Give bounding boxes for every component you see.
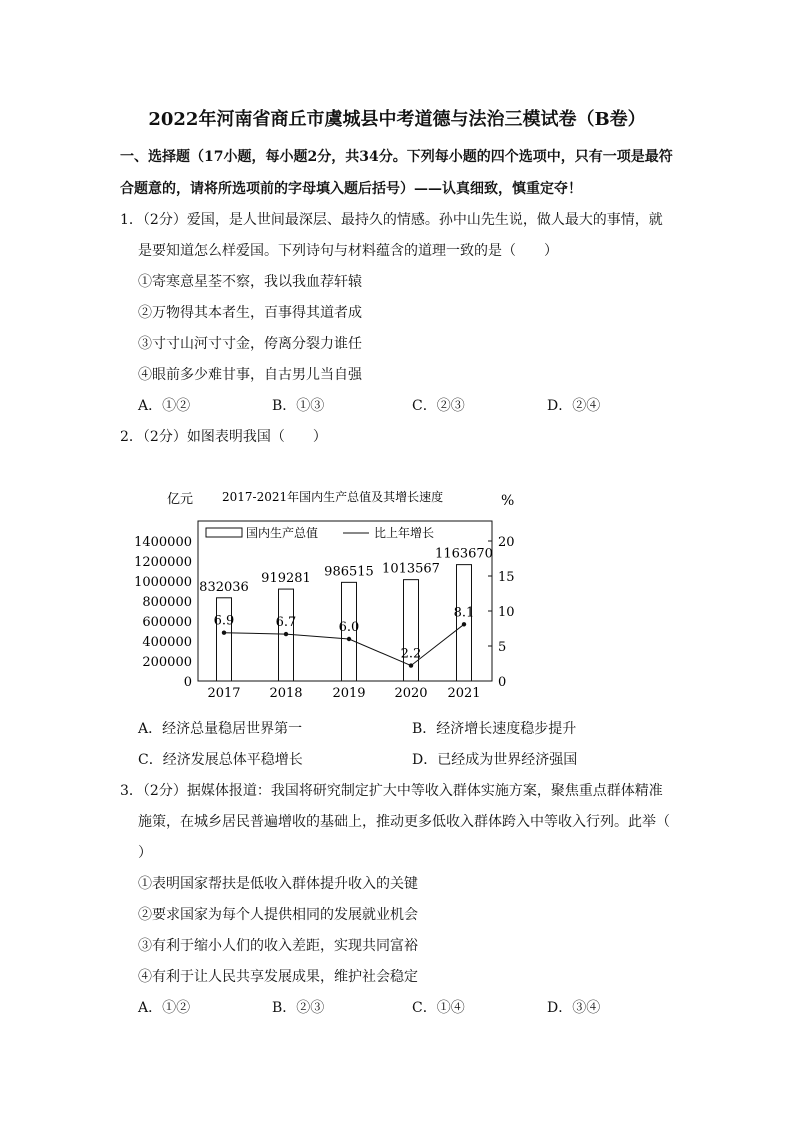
gdp-bar-label: 919281 (261, 571, 311, 587)
right-tick-label: 10 (498, 605, 515, 620)
q3-option-a[interactable]: A．①② (138, 1000, 191, 1016)
left-tick-label: 200000 (142, 655, 192, 670)
q3-statement-2: ②要求国家为每个人提供相同的发展就业机会 (138, 907, 418, 923)
left-tick-label: 800000 (142, 595, 192, 610)
x-tick-labels (207, 686, 480, 701)
legend-line-label: 比上年增长 (374, 526, 435, 540)
q3-option-c[interactable]: C．①④ (412, 1000, 465, 1016)
gdp-bar-label: 1013567 (382, 561, 440, 577)
right-tick-label: 15 (498, 570, 515, 585)
gdp-bar-label: 832036 (199, 579, 249, 595)
gdp-chart (120, 480, 540, 705)
chart-title: 2017-2021年国内生产总值及其增长速度 (222, 490, 444, 504)
q3-stem-line-1: 3．（2分）据媒体报道：我国将研究制定扩大中等收入群体实施方案，聚焦重点群体精准 (120, 783, 663, 799)
section-heading-line-2: 合题意的，请将所选项前的字母填入题后括号）——认真细致，慎重定夺！ (120, 181, 582, 197)
exam-title: 2022年河南省商丘市虞城县中考道德与法治三模试卷（B卷） (148, 109, 646, 130)
x-tick-label: 2017 (207, 686, 241, 701)
legend-bar-swatch (206, 528, 242, 537)
growth-label: 6.9 (213, 613, 235, 629)
q2-option-c[interactable]: C．经济发展总体平稳增长 (138, 752, 303, 768)
x-tick-label: 2021 (447, 686, 481, 701)
growth-point (462, 622, 466, 626)
q2-stem: 2．（2分）如图表明我国（ ） (120, 429, 327, 445)
q2-option-d[interactable]: D．已经成为世界经济强国 (412, 752, 578, 768)
q1-stem-line-1: 1．（2分）爱国，是人世间最深层、最持久的情感。孙中山先生说，做人最大的事情，就 (120, 212, 663, 228)
right-tick-label: 5 (498, 640, 507, 655)
legend-bar-label: 国内生产总值 (246, 526, 319, 540)
q1-statement-3: ③寸寸山河寸寸金，侉离分裂力谁任 (138, 336, 362, 352)
gdp-bar (217, 598, 232, 681)
q1-option-c[interactable]: C．②③ (412, 398, 465, 414)
q2-option-a[interactable]: A．经济总量稳居世界第一 (138, 721, 303, 737)
q1-option-d[interactable]: D．②④ (547, 398, 601, 414)
q3-statement-1: ①表明国家帮扶是低收入群体提升收入的关键 (138, 876, 418, 892)
growth-label: 6.0 (338, 620, 360, 635)
q3-statement-3: ③有利于缩小人们的收入差距，实现共同富裕 (138, 938, 418, 954)
growth-label: 2.2 (400, 646, 422, 662)
q1-stem-line-2: 是要知道怎么样爱国。下列诗句与材料蕴含的道理一致的是（ ） (138, 243, 558, 259)
x-tick-label: 2019 (332, 686, 366, 701)
chart-left-unit: 亿元 (167, 492, 194, 507)
q3-stem-line-2: 施策，在城乡居民普遍增收的基础上，推动更多低收入群体跨入中等收入行列。此举（ (138, 814, 670, 830)
left-tick-label: 1000000 (134, 575, 192, 590)
gdp-bar-label: 1163670 (435, 546, 493, 562)
growth-label: 8.1 (453, 605, 475, 621)
left-axis-ticks (134, 535, 192, 690)
growth-point (409, 663, 413, 667)
left-tick-label: 600000 (142, 615, 192, 630)
growth-point (222, 631, 226, 635)
left-tick-label: 400000 (142, 635, 192, 650)
q1-option-b[interactable]: B．①③ (272, 398, 325, 414)
q1-statement-2: ②万物得其本者生，百事得其道者成 (138, 305, 362, 321)
q3-option-d[interactable]: D．③④ (547, 1000, 601, 1016)
right-tick-label: 20 (498, 535, 515, 550)
chart-right-unit: % (501, 493, 515, 509)
growth-label: 6.7 (275, 615, 297, 631)
left-tick-label: 1200000 (134, 555, 192, 570)
x-tick-label: 2020 (394, 686, 428, 701)
q3-stem-line-3: ） (138, 845, 152, 861)
left-tick-label: 0 (183, 675, 192, 690)
chart-legend (206, 525, 434, 540)
gdp-bar-label: 986515 (324, 564, 374, 580)
x-tick-label: 2018 (269, 686, 303, 701)
q1-statement-4: ④眼前多少难甘事，自古男儿当自强 (138, 367, 362, 383)
q3-statement-4: ④有利于让人民共享发展成果，维护社会稳定 (138, 969, 418, 985)
growth-point (284, 632, 288, 636)
right-tick-label: 0 (498, 675, 507, 690)
section-heading-line-1: 一、选择题（17小题，每小题2分，共34分。下列每小题的四个选项中，只有一项是最符 (120, 149, 673, 165)
q1-option-a[interactable]: A．①② (138, 398, 191, 414)
q1-statement-1: ①寄寒意星荃不察，我以我血荐轩辕 (138, 274, 362, 290)
left-tick-label: 1400000 (134, 535, 192, 550)
q2-option-b[interactable]: B．经济增长速度稳步提升 (412, 721, 577, 737)
growth-point (347, 637, 351, 641)
q3-option-b[interactable]: B．②③ (272, 1000, 325, 1016)
